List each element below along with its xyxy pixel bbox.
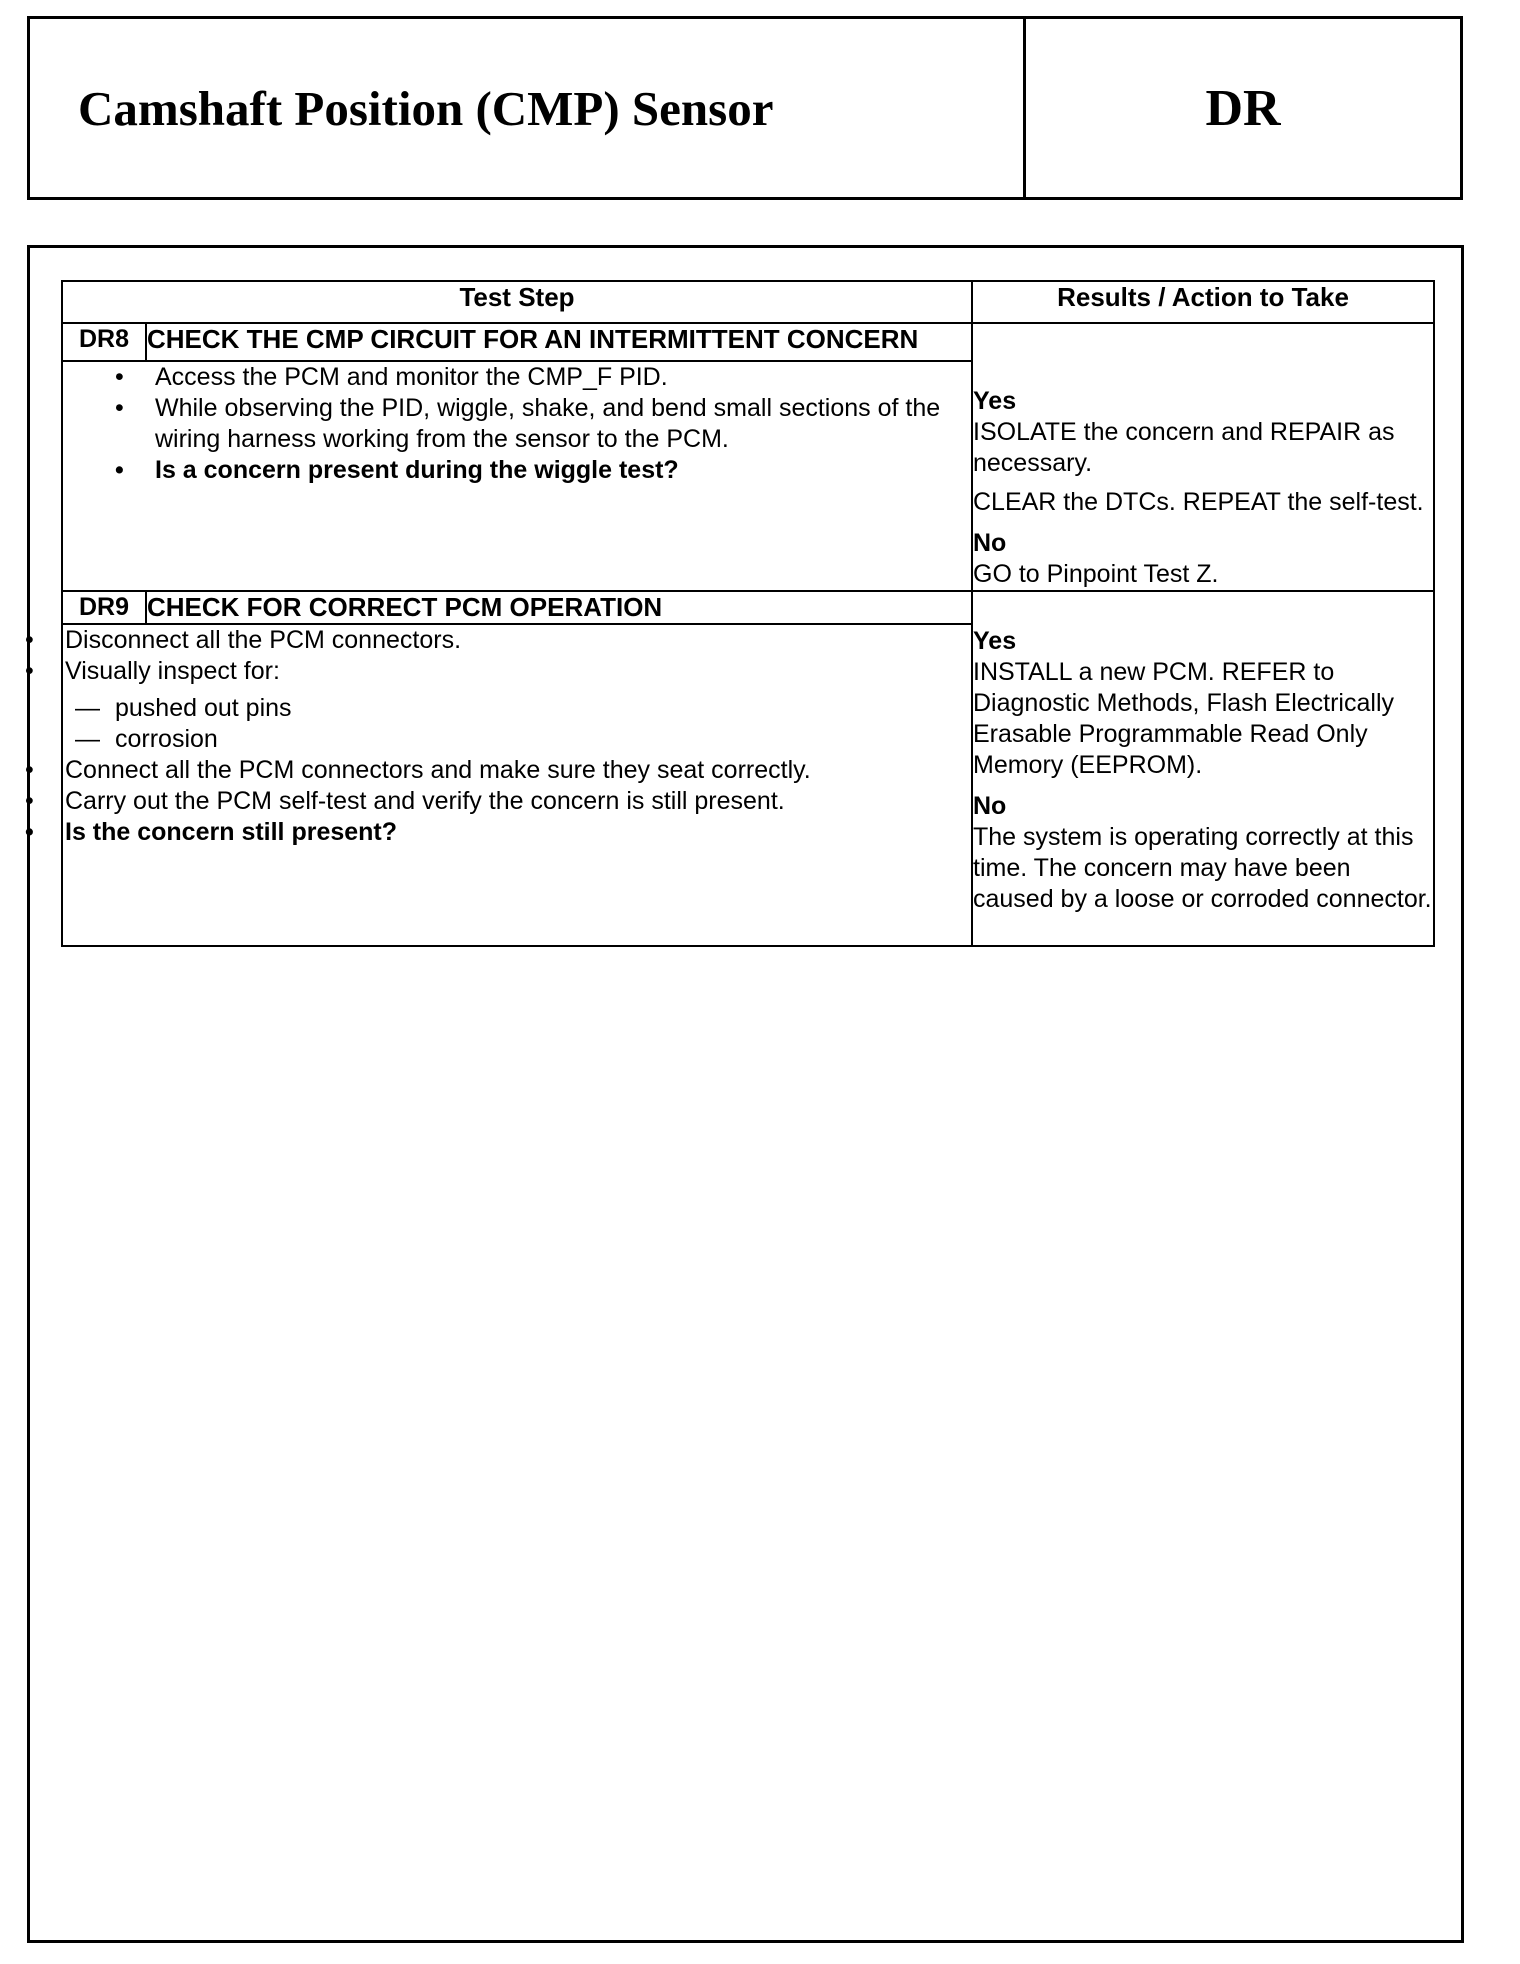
step-title-row (62, 323, 1434, 361)
sub-item: — corrosion (65, 724, 971, 755)
step-question: • Is the concern still present? (15, 817, 971, 848)
step-title-row (62, 591, 1434, 624)
content-frame (27, 245, 1464, 1943)
yes-line: CLEAR the DTCs. REPEAT the self-test. (973, 488, 1424, 516)
bullet-text: Visually inspect for: (65, 657, 280, 685)
sub-list (65, 693, 971, 755)
result-no (973, 528, 1433, 590)
yes-text: INSTALL a new PCM. REFER to Diagnostic Methods, Flash Electrically Erasable Programmable Read Only Memory (EEPROM). (973, 658, 1394, 779)
col-header-test-step: Test Step (62, 281, 972, 323)
yes-label: Yes (973, 627, 1017, 655)
no-label: No (973, 529, 1007, 557)
step-body (62, 361, 972, 591)
sub-item: — pushed out pins (65, 693, 971, 724)
no-text: The system is operating correctly at this time. The concern may have been caused by a loose or corroded connector. (973, 823, 1432, 913)
step-title: CHECK FOR CORRECT PCM OPERATION (146, 591, 972, 624)
step-results (972, 591, 1434, 946)
test-step-table (61, 280, 1435, 947)
step-results (972, 323, 1434, 591)
bullet-item: • Disconnect all the PCM connectors. (15, 625, 971, 656)
step-question: • Is a concern present during the wiggle test? (105, 455, 971, 486)
bullet-item: • While observing the PID, wiggle, shake, and bend small sections of the wiring harness working from the sensor to the PCM. (105, 393, 971, 455)
no-label: No (973, 792, 1007, 820)
col-header-results: Results / Action to Take (972, 281, 1434, 323)
table-header-row (62, 281, 1434, 323)
step-code: DR8 (62, 323, 146, 361)
page-header (27, 16, 1463, 200)
yes-label: Yes (973, 387, 1017, 415)
result-yes (973, 386, 1433, 518)
step-title: CHECK THE CMP CIRCUIT FOR AN INTERMITTENT CONCERN (146, 323, 972, 361)
step-body (62, 624, 972, 946)
step-code: DR9 (62, 591, 146, 624)
bullet-item: • Connect all the PCM connectors and make sure they seat correctly. (15, 755, 971, 786)
bullet-item: • Access the PCM and monitor the CMP_F PID. (105, 362, 971, 393)
result-no (973, 791, 1433, 915)
page-title: Camshaft Position (CMP) Sensor (30, 19, 1026, 197)
result-yes (973, 626, 1433, 781)
bullet-item: • Carry out the PCM self-test and verify the concern is still present. (15, 786, 971, 817)
step-bullets (15, 625, 971, 848)
step-bullets (105, 362, 971, 486)
yes-line: ISOLATE the concern and REPAIR as necessary. (973, 418, 1395, 477)
bullet-item (15, 656, 971, 755)
no-text: GO to Pinpoint Test Z. (973, 560, 1219, 588)
section-code: DR (1205, 79, 1281, 137)
